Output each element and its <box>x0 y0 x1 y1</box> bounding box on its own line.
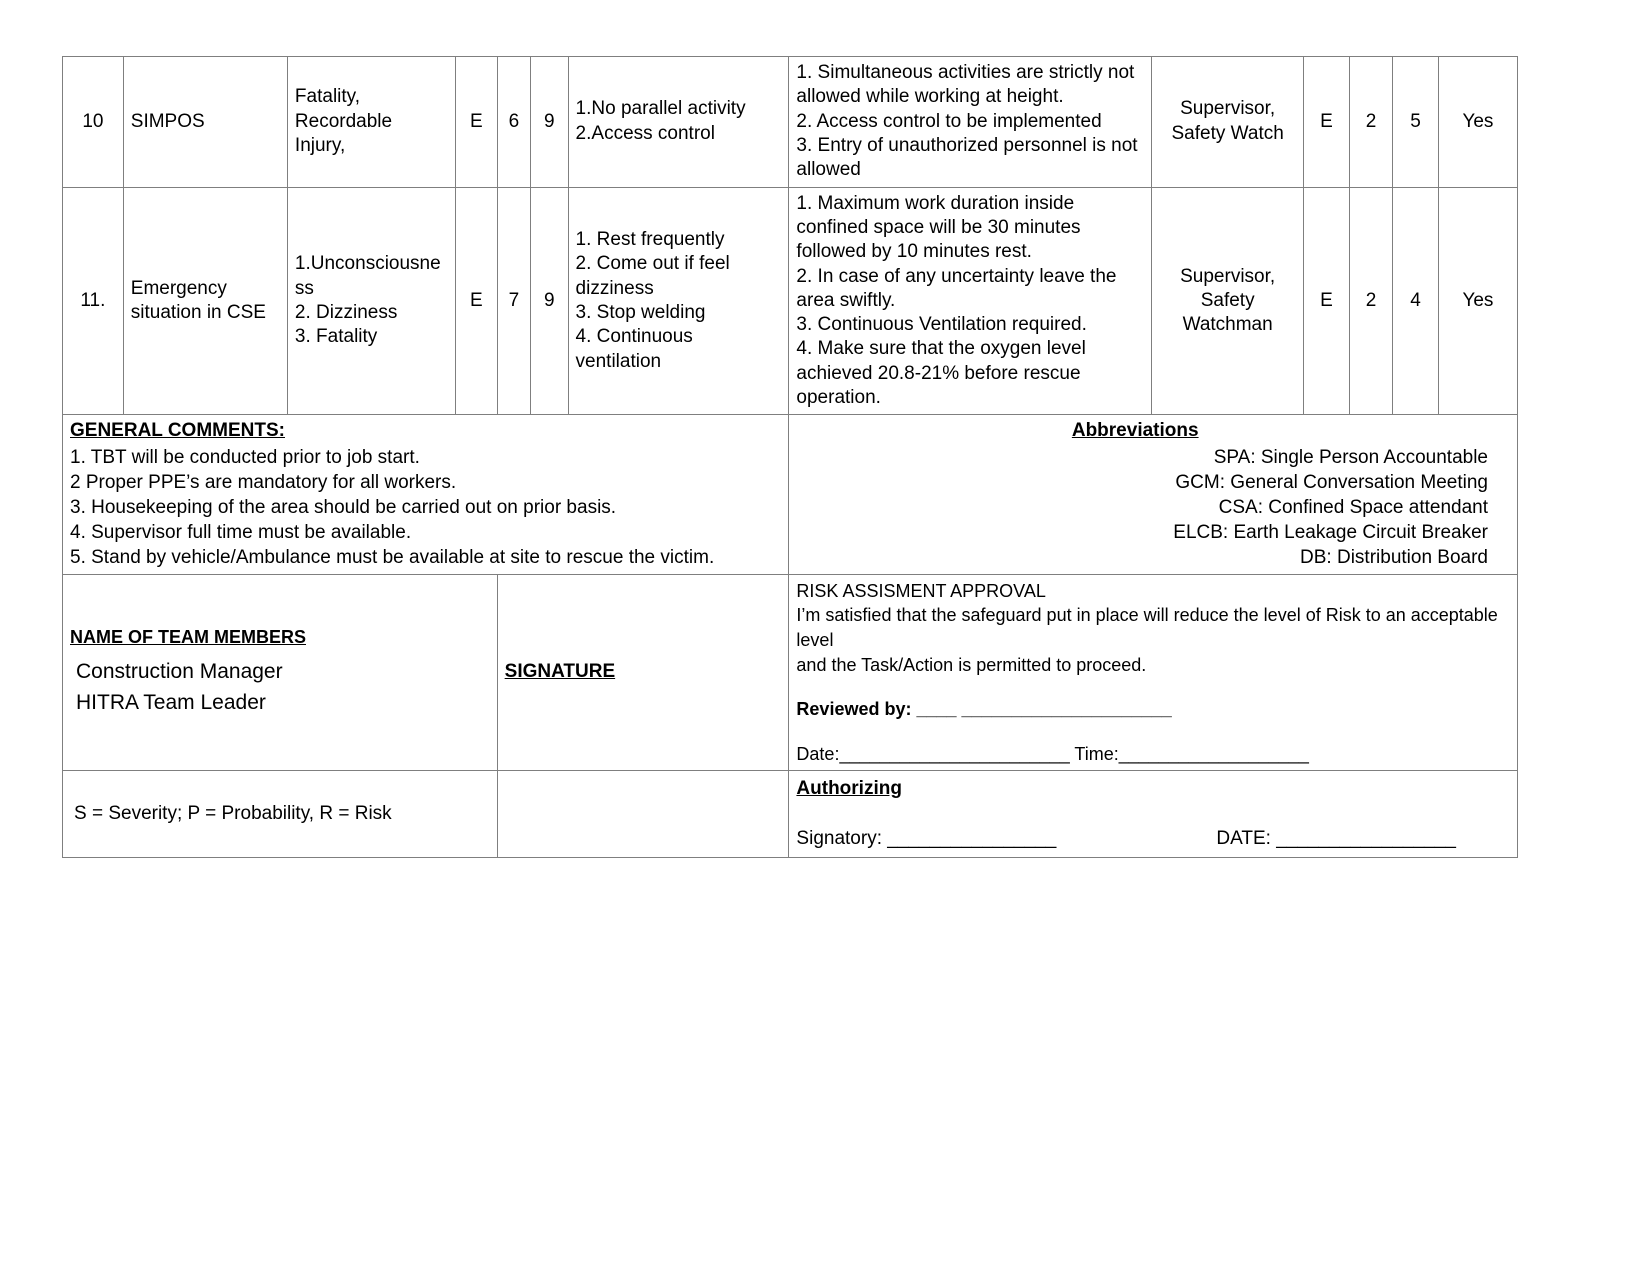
abbreviation-item: ELCB: Earth Leakage Circuit Breaker <box>1173 521 1488 543</box>
legend-text: S = Severity; P = Probability, R = Risk <box>74 802 392 824</box>
consequence-line: 1.Unconsciousne <box>294 253 441 275</box>
consequence-line: ss <box>294 277 314 299</box>
general-comment-item: 4. Supervisor full time must be available. <box>70 521 412 543</box>
team-member-name: Construction Manager <box>76 659 283 683</box>
authorizing-date-field[interactable] <box>1216 827 1455 851</box>
general-comment-item: 3. Housekeeping of the area should be carried out on prior basis. <box>70 496 617 518</box>
measure-line: 1. Simultaneous activities are strictly not allowed while working at height. <box>796 62 1140 108</box>
row-residual-probability: 2 <box>1349 57 1393 188</box>
consequence-line: Recordable <box>294 110 393 132</box>
general-comment-item: 1. TBT will be conducted prior to job start. <box>70 446 420 468</box>
row-number: 11. <box>63 187 124 415</box>
row-hazard: Emergency situation in CSE <box>123 187 287 415</box>
row-residual-severity: E <box>1304 187 1350 415</box>
consequence-line: Fatality, <box>294 86 361 108</box>
table-row <box>63 57 1518 188</box>
authorizing-title: Authorizing <box>796 777 902 799</box>
general-comment-item: 5. Stand by vehicle/Ambulance must be available at site to rescue the victim. <box>70 547 715 568</box>
hira-risk-assessment-table <box>62 56 1518 858</box>
control-line: 2. Come out if feel dizziness <box>575 253 736 299</box>
responsible-line: Safety <box>1200 289 1255 311</box>
legend-cell <box>63 770 498 857</box>
abbreviations-cell <box>789 415 1518 575</box>
table-row <box>63 187 1518 415</box>
control-line: 1.No parallel activity <box>575 98 746 120</box>
risk-approval-statement-line: I’m satisfied that the safeguard put in place will reduce the level of Risk to an acceptable level <box>796 605 1498 651</box>
abbreviation-item: SPA: Single Person Accountable <box>1213 446 1488 468</box>
risk-approval-statement-line: and the Task/Action is permitted to proceed. <box>796 655 1147 676</box>
measure-line: 1. Maximum work duration inside confined space will be 30 minutes followed by 10 minutes rest. <box>796 192 1086 263</box>
approval-date-label: Date: <box>796 743 840 764</box>
measure-line: 3. Entry of unauthorized personnel is not allowed <box>796 134 1143 181</box>
row-acceptable: Yes <box>1438 187 1517 415</box>
signatory-field[interactable] <box>796 827 1216 851</box>
consequence-line: Injury, <box>294 134 346 156</box>
row-consequence <box>287 187 455 415</box>
row-measures <box>789 187 1152 415</box>
team-member-name: HITRA Team Leader <box>76 691 266 715</box>
general-comments-cell <box>63 415 789 575</box>
approval-time-blank: ___________________ <box>1118 743 1309 764</box>
row-probability: 6 <box>497 57 530 188</box>
general-comments-row <box>63 415 1518 575</box>
reviewed-by-label: Reviewed by: <box>796 698 912 719</box>
control-line: 1. Rest frequently <box>575 229 725 251</box>
row-residual-risk: 5 <box>1393 57 1439 188</box>
approval-date-time-fields[interactable] <box>796 743 1510 766</box>
measure-line: 2. In case of any uncertainty leave the area swiftly. <box>796 265 1122 311</box>
authorizing-date-blank: _________________ <box>1276 827 1456 849</box>
abbreviations-title: Abbreviations <box>1071 420 1199 442</box>
row-risk: 9 <box>531 57 568 188</box>
row-consequence <box>287 57 455 188</box>
risk-approval-cell <box>789 575 1518 771</box>
team-members-cell <box>63 575 498 771</box>
legend-authorizing-row <box>63 770 1518 857</box>
signature-title: SIGNATURE <box>504 661 616 683</box>
row-residual-probability: 2 <box>1349 187 1393 415</box>
reviewed-by-field[interactable] <box>796 698 1510 721</box>
signatory-blank: ________________ <box>887 827 1057 849</box>
authorizing-fields[interactable] <box>796 827 1510 851</box>
row-severity: E <box>456 187 498 415</box>
measure-line: 4. Make sure that the oxygen level achieved 20.8-21% before rescue operation. <box>796 338 1092 409</box>
row-number: 10 <box>63 57 124 188</box>
row-probability: 7 <box>497 187 530 415</box>
abbreviation-item: GCM: General Conversation Meeting <box>1175 471 1488 493</box>
risk-approval-heading: RISK ASSISMENT APPROVAL <box>796 581 1046 602</box>
responsible-line: Watchman <box>1182 314 1273 336</box>
row-responsible <box>1152 187 1304 415</box>
team-members-title: NAME OF TEAM MEMBERS <box>70 627 306 648</box>
abbreviation-item: CSA: Confined Space attendant <box>1218 496 1488 518</box>
reviewed-by-blank: ____ _____________________ <box>916 698 1172 719</box>
row-acceptable: Yes <box>1438 57 1517 188</box>
row-risk: 9 <box>531 187 568 415</box>
measure-line: 3. Continuous Ventilation required. <box>796 314 1087 336</box>
row-residual-severity: E <box>1304 57 1350 188</box>
control-line: 3. Stop welding <box>575 301 706 323</box>
row-controls <box>568 57 789 188</box>
row-residual-risk: 4 <box>1393 187 1439 415</box>
approval-date-blank: _______________________ <box>839 743 1070 764</box>
general-comment-item: 2 Proper PPE’s are mandatory for all workers. <box>70 471 457 493</box>
control-line: 2.Access control <box>575 122 715 144</box>
general-comments-title: GENERAL COMMENTS: <box>70 420 285 442</box>
responsible-line: Safety Watch <box>1171 122 1284 144</box>
responsible-line: Supervisor, <box>1180 265 1276 287</box>
measure-line: 2. Access control to be implemented <box>796 110 1102 132</box>
responsible-line: Supervisor, <box>1180 98 1276 120</box>
authorizing-date-label: DATE: <box>1216 827 1271 849</box>
authorizing-cell <box>789 770 1518 857</box>
row-controls <box>568 187 789 415</box>
signature-blank-cell[interactable] <box>497 770 789 857</box>
signature-cell[interactable] <box>497 575 789 771</box>
signatory-label: Signatory: <box>796 827 882 849</box>
row-hazard: SIMPOS <box>123 57 287 188</box>
row-measures <box>789 57 1152 188</box>
consequence-line: 3. Fatality <box>294 326 378 348</box>
row-responsible <box>1152 57 1304 188</box>
consequence-line: 2. Dizziness <box>294 301 398 323</box>
row-severity: E <box>456 57 498 188</box>
control-line: 4. Continuous ventilation <box>575 326 699 372</box>
abbreviation-item: DB: Distribution Board <box>1300 547 1488 568</box>
team-signature-approval-row <box>63 575 1518 771</box>
approval-time-label: Time: <box>1074 743 1119 764</box>
